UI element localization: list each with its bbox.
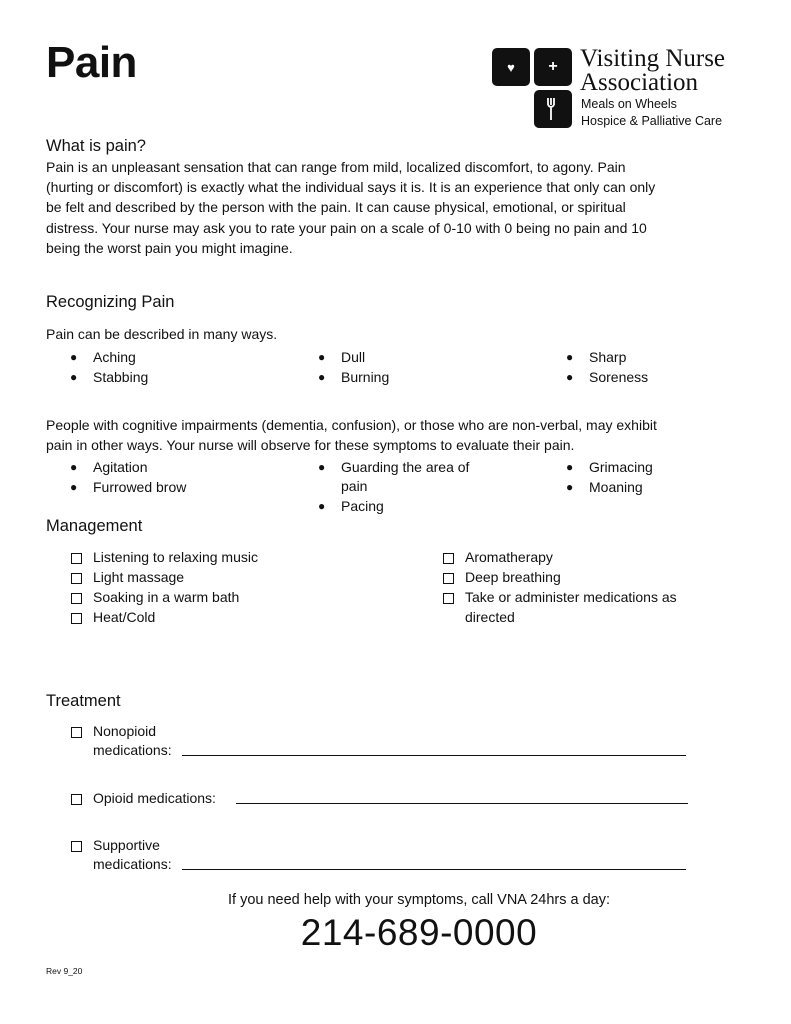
logo-name-line1: Visiting Nurse xyxy=(580,45,726,72)
paragraph-line: pain in other ways. Your nurse will observe for these symptoms to evaluate their pain. xyxy=(46,437,575,454)
list-item: Agitation xyxy=(93,459,148,475)
bullet-icon: ● xyxy=(318,350,326,364)
nonopioid-label-continuation: medications: xyxy=(93,742,172,758)
bullet-icon: ● xyxy=(70,460,78,474)
list-item: Dull xyxy=(341,349,366,365)
list-item-continuation: pain xyxy=(341,478,368,494)
checkbox[interactable] xyxy=(71,727,82,738)
checkbox-label: Aromatherapy xyxy=(465,549,553,565)
vna-logo xyxy=(492,46,752,130)
logo-square-fork xyxy=(534,90,572,128)
checkbox[interactable] xyxy=(71,794,82,805)
bullet-icon: ● xyxy=(566,370,574,384)
list-item: Furrowed brow xyxy=(93,479,187,495)
list-item: Moaning xyxy=(589,479,643,495)
bullet-icon: ● xyxy=(566,480,574,494)
bullet-icon: ● xyxy=(318,460,326,474)
bullet-icon: ● xyxy=(318,370,326,384)
bullet-icon: ● xyxy=(566,350,574,364)
paragraph-line: (hurting or discomfort) is exactly what the individual says it is. It is an experience that only can only xyxy=(46,179,656,196)
section-heading-management: Management xyxy=(46,517,143,535)
section-heading-treatment: Treatment xyxy=(46,692,121,710)
logo-square-plus xyxy=(534,48,572,86)
bullet-icon: ● xyxy=(566,460,574,474)
logo-square-heart xyxy=(492,48,530,86)
bullet-icon: ● xyxy=(70,370,78,384)
supportive-label: Supportive xyxy=(93,837,160,853)
checkbox[interactable] xyxy=(71,573,82,584)
list-item: Soreness xyxy=(589,369,649,385)
page-title: Pain xyxy=(46,38,137,87)
what-is-pain-paragraph xyxy=(46,157,746,258)
supportive-write-line[interactable] xyxy=(182,869,686,870)
checkbox-label: Deep breathing xyxy=(465,569,561,585)
checkbox-label: Listening to relaxing music xyxy=(93,549,258,565)
checkbox[interactable] xyxy=(71,841,82,852)
nonopioid-write-line[interactable] xyxy=(182,755,686,756)
checkbox-label: Take or administer medications as xyxy=(465,589,677,605)
checkbox[interactable] xyxy=(443,573,454,584)
paragraph-line: being the worst pain you might imagine. xyxy=(46,239,293,256)
checkbox[interactable] xyxy=(71,553,82,564)
paragraph-line: be felt and described by the person with the pain. It can cause physical, emotional, or spiritual xyxy=(46,199,626,216)
paragraph-line: People with cognitive impairments (dementia, confusion), or those who are non-verbal, may exhibit xyxy=(46,417,657,433)
phone-number[interactable]: 214-689-0000 xyxy=(300,912,538,953)
call-instruction: If you need help with your symptoms, call VNA 24hrs a day: xyxy=(227,892,611,908)
supportive-label-continuation: medications: xyxy=(93,856,172,872)
checkbox[interactable] xyxy=(71,613,82,624)
fork-icon xyxy=(546,98,560,120)
opioid-label: Opioid medications: xyxy=(93,790,216,806)
logo-name-line2: Association xyxy=(580,69,699,96)
cognitive-paragraph xyxy=(46,415,746,455)
list-item: Burning xyxy=(341,369,390,385)
list-item: Grimacing xyxy=(589,459,653,475)
logo-sub-line2: Hospice & Palliative Care xyxy=(581,114,723,128)
list-item: Sharp xyxy=(589,349,627,365)
opioid-write-line[interactable] xyxy=(236,803,688,804)
bullet-icon: ● xyxy=(70,350,78,364)
list-item: Stabbing xyxy=(93,369,149,385)
list-item: Aching xyxy=(93,349,136,365)
checkbox-label: Heat/Cold xyxy=(93,609,156,625)
checkbox-label: Light massage xyxy=(93,569,185,585)
recognizing-intro: Pain can be described in many ways. xyxy=(46,326,278,342)
section-heading-what-is-pain: What is pain? xyxy=(46,137,146,155)
nonopioid-label: Nonopioid xyxy=(93,723,157,739)
plus-icon: + xyxy=(548,58,558,75)
list-item: Pacing xyxy=(341,498,384,514)
heart-icon: ♥ xyxy=(507,60,515,75)
checkbox[interactable] xyxy=(71,593,82,604)
revision-label: Rev 9_20 xyxy=(46,966,83,976)
bullet-icon: ● xyxy=(70,480,78,494)
checkbox-label-continuation: directed xyxy=(465,609,515,625)
checkbox[interactable] xyxy=(443,553,454,564)
paragraph-line: distress. Your nurse may ask you to rate your pain on a scale of 0-10 with 0 being no pain and 10 xyxy=(46,219,647,236)
list-item: Guarding the area of xyxy=(341,459,470,475)
paragraph-line: Pain is an unpleasant sensation that can range from mild, localized discomfort, to agony. Pain xyxy=(46,159,626,175)
checkbox[interactable] xyxy=(443,593,454,604)
logo-sub-line1: Meals on Wheels xyxy=(581,97,677,111)
checkbox-label: Soaking in a warm bath xyxy=(93,589,240,605)
section-heading-recognizing-pain: Recognizing Pain xyxy=(46,293,175,311)
bullet-icon: ● xyxy=(318,499,326,513)
